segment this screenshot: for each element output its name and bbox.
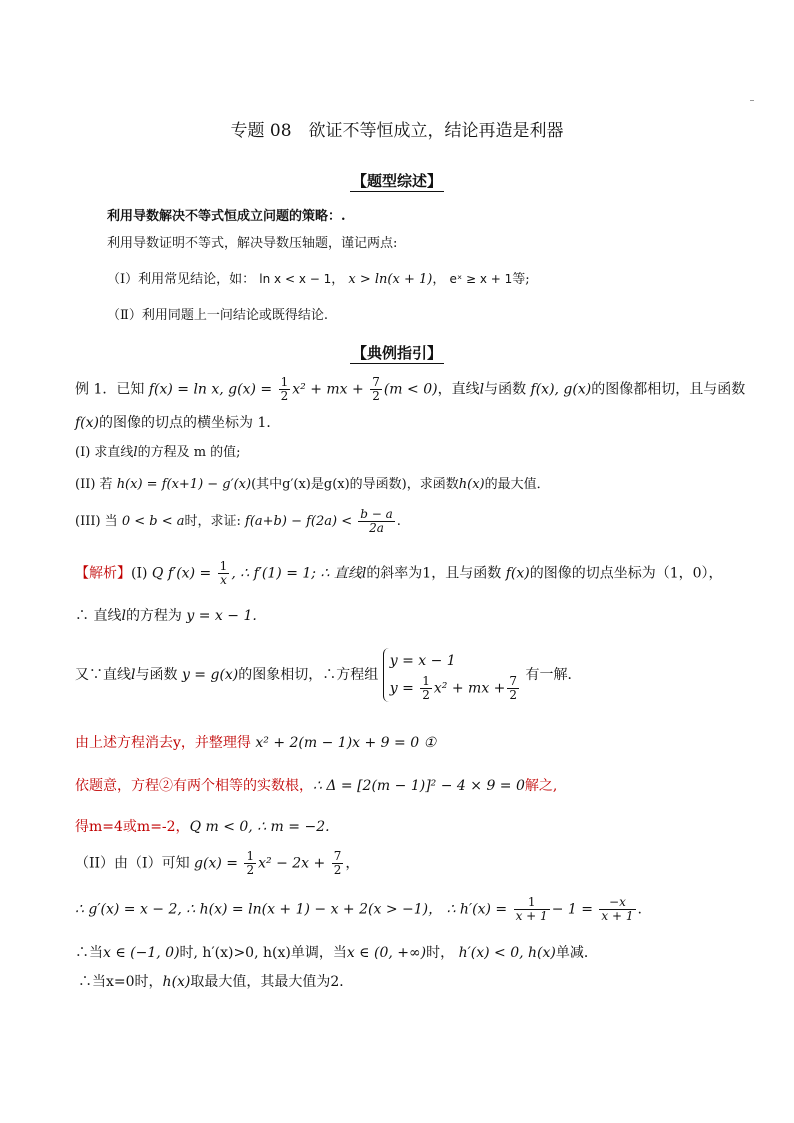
section-heading-examples: 【典例指引】 xyxy=(351,344,442,362)
solution-part2-g: （II）由（I）可知 g(x) = $\frac{1}{2}$ x² − 2x + $\frac{7}{2}$ ， xyxy=(75,849,360,878)
page-mark xyxy=(750,100,754,101)
strategy-item-1: （Ⅰ）利用常见结论，如： ln x < x − 1， x > ln(x + 1)， eˣ ≥ x + 1等; xyxy=(107,272,530,287)
example-intro: 例 1．已知 f(x) = ln x, g(x) = $\frac{1}{2}$ x² + mx + $\frac{7}{2}$ (m < 0)，直线l与函数 f(x), g(x)的图像都相切，且与函数 xyxy=(75,375,746,404)
solution-part1: 【解析】(I) Q f′(x) = $\frac{1}{x}$ , ∴ f′(1) = 1; ∴ 直线l的斜率为1，且与函数 f(x)的图像的切点坐标为（1，0）， xyxy=(75,559,723,588)
solution-monotonic: ∴当x ∈ (−1, 0)时, h′(x)>0, h(x)单调，当x ∈ (0, +∞)时， h′(x) < 0, h(x)单减． xyxy=(75,945,598,961)
equation-system: y = x − 1 y = $\frac{1}{2}$ x² + mx + $\frac{7}{2}$ xyxy=(383,648,521,702)
section-heading-overview: 【题型综述】 xyxy=(351,172,442,190)
strategy-intro: 利用导数证明不等式，解决导数压轴题，谨记两点: xyxy=(107,236,398,251)
solution-eliminate: 由上述方程消去y，并整理得 x² + 2(m − 1)x + 9 = 0 ① xyxy=(75,735,437,751)
solution-tag: 【解析】 xyxy=(75,565,131,582)
solution-maximum: ∴当x=0时，h(x)取最大值，其最大值为2． xyxy=(78,974,354,990)
solution-m-value: 得m=4或m=-2，Q m < 0, ∴ m = −2. xyxy=(75,819,330,835)
solution-line-equation: ∴ 直线l的方程为 y = x − 1. xyxy=(75,608,257,624)
solution-h-derivative: ∴ g′(x) = x − 2, ∴ h(x) = ln(x + 1) − x + 2(x > −1)， ∴ h′(x) = $\frac{1}{x + 1}$ − 1 = $\frac{-x}{x + 1}$ . xyxy=(75,895,642,924)
strategy-heading: 利用导数解决不等式恒成立问题的策略：. xyxy=(107,209,346,224)
question-1: (I) 求直线l的方程及 m 的值; xyxy=(75,445,241,460)
question-2: (II) 若 h(x) = f(x+1) − g′(x)(其中g′(x)是g(x)的导函数)，求函数h(x)的最大值． xyxy=(75,477,550,492)
solution-system: 又∵直线l与函数 y = g(x)的图象相切，∴方程组 y = x − 1 y = $\frac{1}{2}$ x² + mx + $\frac{7}{2}$ 有一解． xyxy=(75,648,582,702)
question-3: (III) 当 0 < b < a时，求证: f(a+b) − f(2a) < $\frac{b - a}{2a}$ . xyxy=(75,507,401,536)
solution-discriminant: 依题意，方程②有两个相等的实数根，∴ Δ = [2(m − 1)]² − 4 × 9 = 0解之, xyxy=(75,778,558,794)
page-title: 专题 08 欲证不等恒成立，结论再造是利器 xyxy=(230,121,564,141)
example-intro-line2: f(x)的图像的切点的横坐标为 1． xyxy=(75,415,281,431)
strategy-item-2: （Ⅱ）利用同题上一问结论或既得结论. xyxy=(107,308,328,323)
